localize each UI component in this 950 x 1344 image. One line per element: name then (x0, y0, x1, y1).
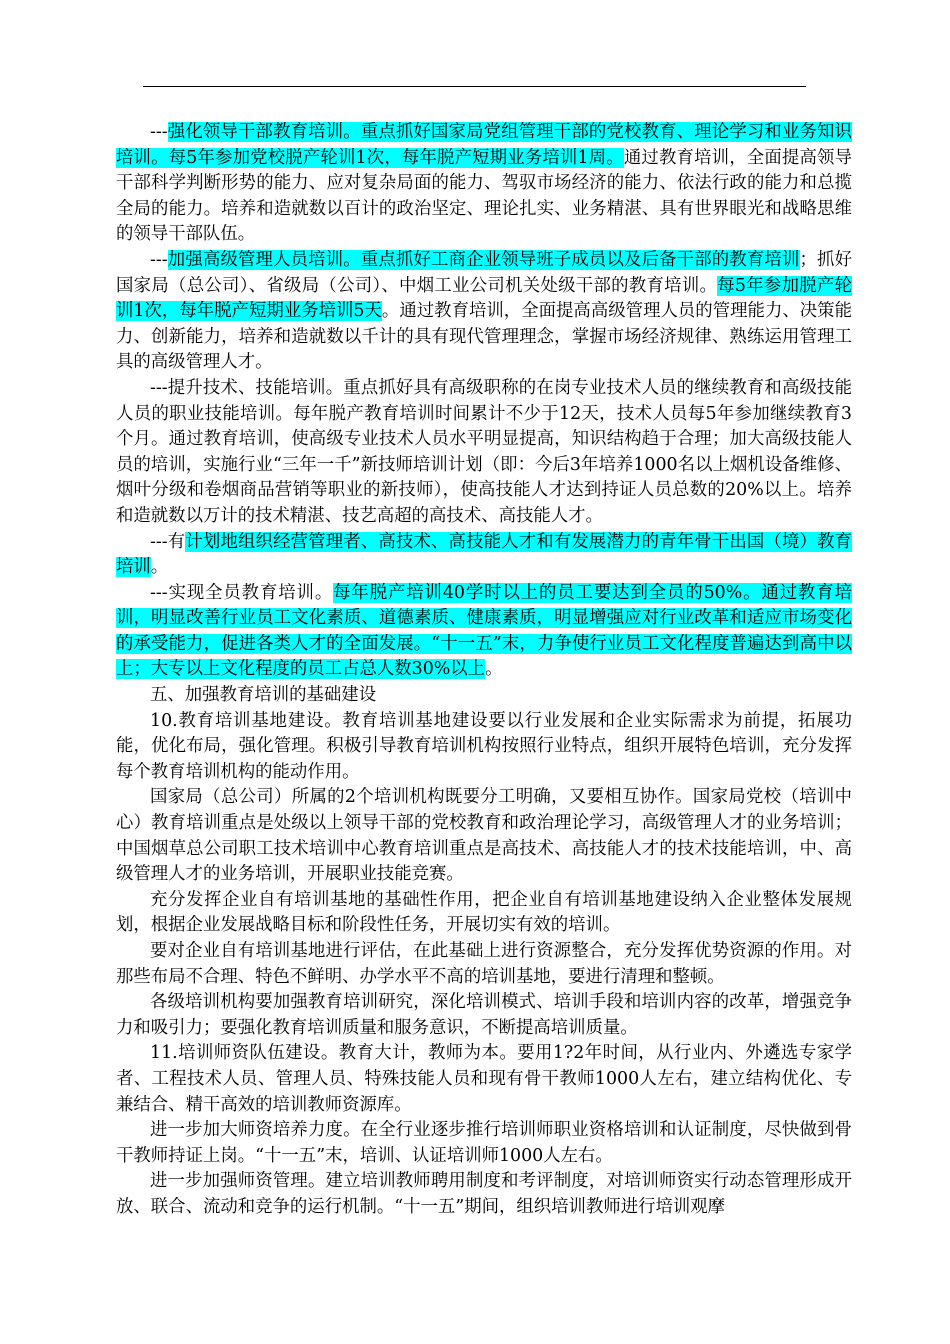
paragraph (116, 990, 852, 1041)
paragraph (116, 530, 852, 581)
text-run: 五、加强教育培训的基础建设 (150, 685, 377, 706)
paragraph (116, 785, 852, 887)
document-body (116, 120, 852, 1221)
highlighted-text: 每5年参加脱产轮训1次，每年脱产短期业务培训5天 (116, 275, 852, 322)
text-run: 进一步加强师资管理。建立培训教师聘用制度和考评制度，对培训师资实行动态管理形成开放、联合、流动和竞争的运行机制。“十一五”期间，组织培训教师进行培训观摩 (116, 1171, 852, 1217)
text-run: ---实现全员教育培训。 (150, 582, 334, 603)
paragraph (116, 1169, 852, 1220)
text-run: 国家局（总公司）所属的2个培训机构既要分工明确，又要相互协作。国家局党校（培训中心）教育培训重点是处级以上领导干部的党校教育和政治理论学习，高级管理人才的业务培训；中国烟草总公司职工技术培训中心教育培训重点是高技术、高技能人才的技术技能培训，中、高级管理人才的业务培训，开展职业技能竞赛。 (116, 787, 852, 885)
highlighted-text: 计划地组织经营管理者、高技术、高技能人才和有发展潜力的青年骨干出国（境）教育培训 (116, 531, 852, 578)
paragraph (116, 939, 852, 990)
text-run: 通过教育培训，全面提高领导干部科学判断形势的能力、应对复杂局面的能力、驾驭市场经济的能力、依法行政的能力和总揽全局的能力。培养和造就数以百计的政治坚定、理论扎实、业务精湛、具有世界眼光和战略思维的领导干部队伍。 (116, 147, 852, 245)
text-run: ；抓好国家局（总公司）、省级局（公司）、中烟工业公司机关处级干部的教育培训。 (116, 249, 852, 296)
text-run: 。 (150, 557, 169, 578)
paragraph (116, 709, 852, 786)
paragraph (116, 683, 852, 709)
header-rule (143, 86, 806, 87)
text-run: ---提升技术、技能培训。重点抓好具有高级职称的在岗专业技术人员的继续教育和高级技能人员的职业技能培训。每年脱产教育培训时间累计不少于12天，技术人员每5年参加继续教育3个月。通过教育培训，使高级专业技术人员水平明显提高，知识结构趋于合理；加大高级技能人员的培训，实施行业“三年一千”新技师培训计划（即：今后3年培养1000名以上烟机设备维修、烟叶分级和卷烟商品营销等职业的新技师），使高技能人才达到持证人员总数的20%以上。培养和造就数以万计的技术精湛、技艺高超的高技术、高技能人才。 (116, 377, 852, 526)
text-run: 要对企业自有培训基地进行评估，在此基础上进行资源整合，充分发挥优势资源的作用。对那些布局不合理、特色不鲜明、办学水平不高的培训基地，要进行清理和整顿。 (116, 941, 852, 987)
paragraph (116, 1041, 852, 1118)
text-run: 。 (485, 659, 503, 680)
text-run: 11.培训师资队伍建设。教育大计，教师为本。要用1?2年时间，从行业内、外遴选专家学者、工程技术人员、管理人员、特殊技能人员和现有骨干教师1000人左右，建立结构优化、专兼结合、精干高效的培训教师资源库。 (116, 1043, 852, 1115)
text-run: --- (150, 122, 168, 142)
text-run: 充分发挥企业自有培训基地的基础性作用，把企业自有培训基地建设纳入企业整体发展规划，根据企业发展战略目标和阶段性任务，开展切实有效的培训。 (116, 889, 852, 936)
text-run: ---有 (150, 531, 186, 552)
paragraph (116, 248, 852, 376)
paragraph (116, 888, 852, 939)
text-run: 。通过教育培训，全面提高高级管理人员的管理能力、决策能力、创新能力，培养和造就数以千计的具有现代管理理念，掌握市场经济规律、熟练运用管理工具的高级管理人才。 (116, 301, 852, 373)
highlighted-text: 加强高级管理人员培训。重点抓好工商企业领导班子成员以及后备干部的教育培训 (167, 249, 800, 270)
highlighted-text: 每年脱产培训40学时以上的员工要达到全员的50%。通过教育培训，明显改善行业员工文化素质、道德素质、健康素质，明显增强应对行业改革和适应市场变化的承受能力，促进各类人才的全面发展。“十一五”末，力争使行业员工文化程度普遍达到高中以上；大专以上文化程度的员工占总人数30%以上 (116, 582, 852, 680)
paragraph (116, 376, 852, 530)
text-run: --- (150, 249, 168, 270)
highlighted-text: 强化领导干部教育培训。重点抓好国家局党组管理干部的党校教育、理论学习和业务知识培训。每5年参加党校脱产轮训1次，每年脱产短期业务培训1周。 (116, 122, 852, 168)
text-run: 10.教育培训基地建设。教育培训基地建设要以行业发展和企业实际需求为前提，拓展功能，优化布局，强化管理。积极引导教育培训机构按照行业特点，组织开展特色培训，充分发挥每个教育培训机构的能动作用。 (116, 710, 852, 782)
text-run: 进一步加大师资培养力度。在全行业逐步推行培训师职业资格培训和认证制度，尽快做到骨干教师持证上岗。“十一五”末，培训、认证培训师1000人左右。 (116, 1120, 852, 1166)
text-run: 各级培训机构要加强教育培训研究，深化培训模式、培训手段和培训内容的改革，增强竞争力和吸引力；要强化教育培训质量和服务意识，不断提高培训质量。 (116, 992, 852, 1038)
paragraph (116, 120, 852, 248)
paragraph (116, 1118, 852, 1169)
paragraph (116, 581, 852, 683)
